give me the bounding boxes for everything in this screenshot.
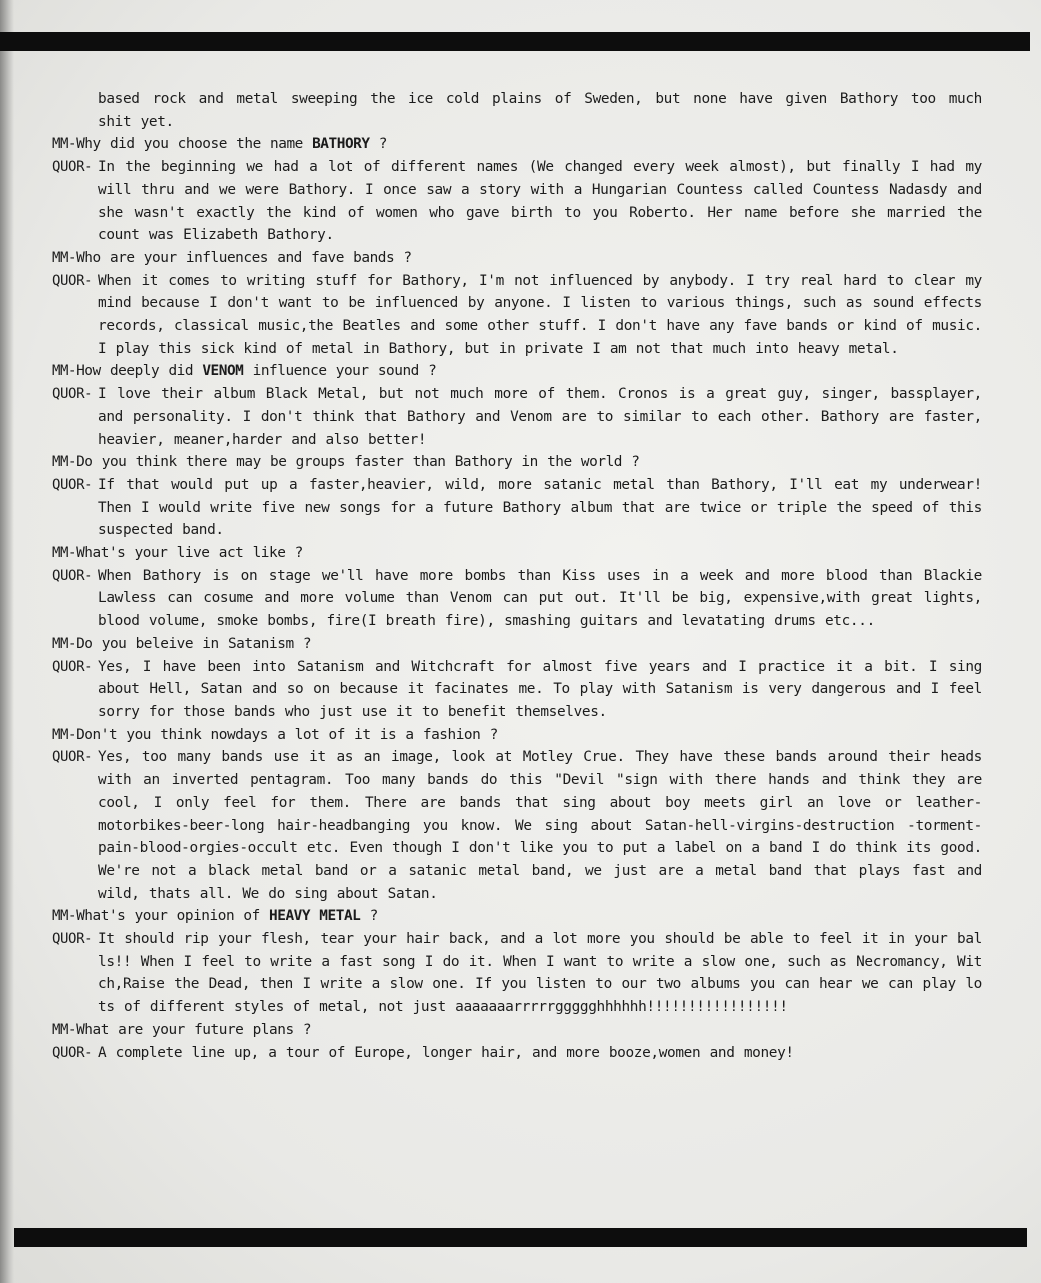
- speaker-label: QUOR-: [52, 658, 93, 675]
- answer-text: When it comes to writing stuff for Bathory, I'm not influenced by anybody. I try real hard to clear my mind because I don't want to be influenced by anyone. I listen to various things, such as sound effects records, classical music,the Beatles and some other stuff. I don't have any fave bands or kind of music. I play this sick kind of metal in Bathory, but in private I am not that much into heavy metal.: [98, 272, 982, 357]
- answer-text: Yes, too many bands use it as an image, look at Motley Crue. They have these bands around their heads with an inverted pentagram. Too many bands do this "Devil "sign with there hands and think they are cool, I only feel for them. There are bands that sing about boy meets girl an love or leather-motorbikes-beer-long hair-headbanging you know. We sing about Satan-hell-virgins-destruction -torment-pain-blood-orgies-occult etc. Even though I don't like you to put a label on a band I do think its good. We're not a black metal band or a satanic metal band, we just are a metal band that plays fast and wild, thats all. We do sing about Satan.: [98, 749, 982, 902]
- band-name: BATHORY: [312, 136, 370, 153]
- genre-name: HEAVY METAL: [269, 908, 361, 925]
- answer-text: A complete line up, a tour of Europe, longer hair, and more booze,women and money!: [98, 1044, 794, 1061]
- speaker-label: QUOR-: [52, 749, 93, 766]
- question: [52, 360, 982, 383]
- question-text: What are your future plans ?: [76, 1021, 312, 1038]
- speaker-label: MM-: [52, 454, 77, 471]
- question: [52, 451, 982, 474]
- answer: [52, 156, 982, 247]
- intro-line-1: based rock and metal sweeping the ice cold plains of Sweden, but none have given Bathory too much: [98, 91, 982, 107]
- speaker-label: QUOR-: [52, 272, 93, 289]
- question-text: Who are your influences and fave bands ?: [76, 249, 412, 266]
- speaker-label: MM-: [52, 249, 77, 266]
- speaker-label: MM-: [52, 136, 77, 153]
- question: [52, 724, 982, 747]
- speaker-label: QUOR-: [52, 476, 93, 493]
- question: [52, 633, 982, 656]
- question-text: Do you beleive in Satanism ?: [76, 635, 312, 652]
- bottom-rule: [14, 1228, 1027, 1247]
- answer: [52, 270, 982, 361]
- question: [52, 542, 982, 565]
- question: [52, 247, 982, 270]
- question: [52, 133, 982, 156]
- speaker-label: MM-: [52, 363, 77, 380]
- binding-shadow: [0, 0, 14, 1283]
- question-end: ?: [360, 908, 378, 925]
- speaker-label: QUOR-: [52, 931, 93, 948]
- answer: [52, 383, 982, 451]
- speaker-label: MM-: [52, 635, 77, 652]
- answer-text: I love their album Black Metal, but not much more of them. Cronos is a great guy, singer, bassplayer, and personality. I don't think that Bathory and Venom are to similar to each other. Bathory are faster, heavier, meaner,harder and also better!: [98, 386, 982, 448]
- answer: [52, 1042, 982, 1065]
- question-text: What's your opinion of: [76, 908, 270, 925]
- answer: [52, 656, 982, 724]
- question-text: Why did you choose the name: [76, 136, 313, 153]
- speaker-label: MM-: [52, 1021, 77, 1038]
- interview-text: [52, 88, 982, 1064]
- speaker-label: MM-: [52, 545, 77, 562]
- band-name: VENOM: [202, 363, 244, 380]
- question-end: ?: [369, 136, 388, 153]
- answer-text: In the beginning we had a lot of different names (We changed every week almost), but finally I had my will thru and we were Bathory. I once saw a story with a Hungarian Countess called Countess Nadasdy and she wasn't exactly the kind of women who gave birth to you Roberto. Her name before she married the count was Elizabeth Bathory.: [98, 159, 982, 244]
- speaker-label: QUOR-: [52, 567, 93, 584]
- speaker-label: QUOR-: [52, 1044, 93, 1061]
- question-text: Do you think there may be groups faster than Bathory in the world ?: [76, 454, 640, 471]
- speaker-label: MM-: [52, 908, 77, 925]
- speaker-label: MM-: [52, 726, 77, 743]
- answer: [52, 928, 982, 1019]
- top-rule: [0, 32, 1030, 51]
- answer-text: When Bathory is on stage we'll have more bombs than Kiss uses in a week and more blood than Blackie Lawless can cosume and more volume than Venom can put out. It'll be big, expensive,with great lights, blood volume, smoke bombs, fire(I breath fire), smashing guitars and levatating drums etc...: [98, 567, 982, 630]
- question-text: Don't you think nowdays a lot of it is a fashion ?: [76, 726, 498, 743]
- answer-text: If that would put up a faster,heavier, wild, more satanic metal than Bathory, I'll eat my underwear! Then I would write five new songs for a future Bathory album that are twice or triple the speed of this suspected band.: [98, 476, 982, 539]
- answer: [52, 565, 982, 633]
- answer-text: It should rip your flesh, tear your hair back, and a lot more you should be able to feel it in your balls!! When I feel to write a fast song I do it. When I want to write a slow one, such as Necromancy, Witch,Raise the Dead, then I write a slow one. If you listen to our two albums you can hear we can play lots of different styles of metal, not just aaaaaaarrrrrggggghhhhhh!!!!!!!!!!!!!!!!!: [98, 931, 982, 1016]
- question-text: How deeply did: [76, 363, 203, 380]
- question: [52, 905, 982, 928]
- question-text: What's your live act like ?: [76, 545, 303, 562]
- question: [52, 1019, 982, 1042]
- speaker-label: QUOR-: [52, 386, 93, 403]
- answer: [52, 746, 982, 905]
- question-end: influence your sound ?: [243, 363, 437, 380]
- intro-continuation: [52, 88, 982, 133]
- intro-line-2: shit yet.: [98, 113, 174, 130]
- answer-text: Yes, I have been into Satanism and Witchcraft for almost five years and I practice it a bit. I sing about Hell, Satan and so on because it facinates me. To play with Satanism is very dangerous and I feel sorry for those bands who just use it to benefit themselves.: [98, 658, 982, 720]
- speaker-label: QUOR-: [52, 159, 93, 176]
- answer: [52, 474, 982, 542]
